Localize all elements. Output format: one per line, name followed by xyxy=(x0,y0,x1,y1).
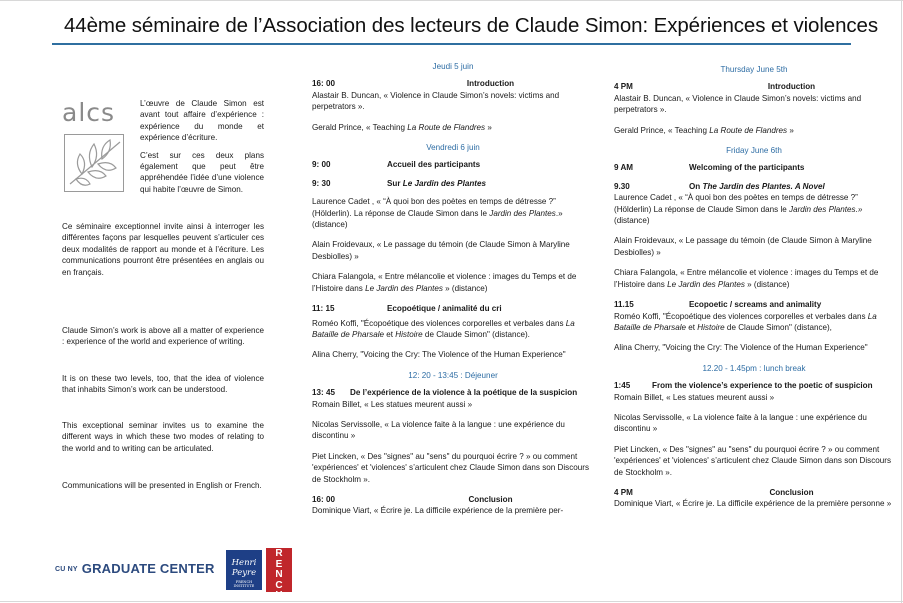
talk-entry xyxy=(312,196,594,230)
talk-text: (distance) xyxy=(614,216,650,226)
talk-entry: Alain Froidevaux, « Le passage du témoin (de Claude Simon à Maryline Desbiolles) » xyxy=(312,240,570,261)
session-heading xyxy=(614,162,894,173)
talk-entry: Dominique Viart, « Écrire je. La difficile expérience de la première per- xyxy=(312,506,564,516)
session-heading xyxy=(614,181,894,192)
logo-text: alcs xyxy=(62,98,116,127)
french-letter: R xyxy=(275,548,283,559)
talk-text: Laurence Cadet , « “À quoi bon des poètes en temps de détresse ?” (Hölderlin). La réponse de Claude Simon dans le xyxy=(312,197,556,218)
talk-title: Histoire xyxy=(395,329,423,339)
session-time: 4 PM xyxy=(614,487,633,497)
talk-entry: Romain Billet, « Les statues meurent aussi » xyxy=(614,392,775,402)
talk-text: Gerald Prince, « Teaching xyxy=(614,125,710,135)
talk-entry: Piet Lincken, « Des "signes" au "sens" du pourquoi écrire ? » ou comment 'expériences' et 'violences' s’articulent chez Claude Simon dans son Discours de Stockholm ». xyxy=(614,444,892,477)
day-heading: Friday June 6th xyxy=(726,146,782,156)
graduate-center-label: GRADUATE CENTER xyxy=(81,561,215,576)
session-heading xyxy=(312,159,594,170)
talk-entry: Nicolas Servissolle, « La violence faite à la langue : une expérience du discontinu » xyxy=(312,419,565,441)
talk-entry: Alastair B. Duncan, « Violence in Claude Simon’s novels: victims and perpetrators ». xyxy=(614,93,862,115)
talk-text: Laurence Cadet , « “À quoi bon des poètes en temps de détresse ?” (Hölderlin) La réponse de Claude Simon dans le xyxy=(614,193,858,214)
session-title: Conclusion xyxy=(468,494,513,504)
session-heading xyxy=(614,81,894,92)
session-title: From the violence’s experience to the poetic of suspicion xyxy=(652,381,873,391)
session-title-text: Sur xyxy=(387,178,403,188)
session-time: 9: 00 xyxy=(312,160,331,170)
intro-paragraph: Ce séminaire exceptionnel invite ainsi à interroger les différentes façons par lesquelles peuvent s’articuler ces deux modalités de rapport au monde et à l’écriture. Les communications pourront être présentées en anglais ou en français. xyxy=(62,222,264,277)
talk-text: Roméo Koffi, "Écopoétique des violences corporelles et verbales dans xyxy=(614,311,868,321)
intro-paragraph-en: Communications will be presented in English or French. xyxy=(62,481,262,490)
session-time: 1:45 xyxy=(614,381,631,391)
program-french xyxy=(312,61,594,526)
intro-french-block xyxy=(140,98,264,201)
session-heading xyxy=(614,487,894,498)
session-title: De l’expérience de la violence à la poétique de la suspicion xyxy=(350,388,578,398)
session-title xyxy=(689,181,894,192)
talk-title: Le Jardin des Plantes xyxy=(667,279,745,289)
talk-text: et xyxy=(384,329,396,339)
session-title: Conclusion xyxy=(769,487,814,497)
henri-line2: Peyre xyxy=(231,568,257,578)
intro-paragraph: C’est sur ces deux plans également que peut être appréhendée l’idée d’une violence qui habite l’œuvre de Simon. xyxy=(140,150,264,194)
session-time: 11: 15 xyxy=(312,304,335,314)
session-title: Accueil des participants xyxy=(387,160,481,170)
session-heading xyxy=(312,78,594,89)
talk-text: et xyxy=(686,322,698,332)
talk-entry xyxy=(614,267,894,290)
session-time: 16: 00 xyxy=(312,494,335,504)
session-title: Ecopoetic / screams and animality xyxy=(689,300,822,310)
talk-entry xyxy=(614,311,894,334)
talk-text: » (distance) xyxy=(744,279,790,289)
cuny-mark: CU NY xyxy=(55,566,78,574)
session-heading xyxy=(312,387,594,398)
title-rule xyxy=(52,43,851,45)
talk-text: » (distance) xyxy=(442,283,488,293)
program-english xyxy=(614,64,894,519)
talk-entry xyxy=(312,122,594,133)
session-title: Introduction xyxy=(767,82,816,92)
talk-text: Roméo Koffi, "Écopoétique des violences corporelles et verbales dans xyxy=(312,318,566,328)
talk-text: » xyxy=(485,122,492,132)
session-heading xyxy=(614,380,894,391)
talk-text: Gerald Prince, « Teaching xyxy=(312,122,408,132)
page-title: 44ème séminaire de l’Association des lecteurs de Claude Simon: Expériences et violences xyxy=(64,14,879,37)
talk-text: de Claude Simon" (distance), xyxy=(724,322,832,332)
session-title xyxy=(387,178,594,189)
talk-text: » xyxy=(787,125,794,135)
talk-entry: Dominique Viart, « Écrire je. La difficile expérience de la première personne » xyxy=(614,499,892,509)
page-border-top xyxy=(0,0,903,1)
talk-title: Le Jardin des Plantes xyxy=(365,283,443,293)
page-border-right xyxy=(901,0,902,603)
session-time: 16: 00 xyxy=(312,79,335,89)
talk-entry: Alina Cherry, "Voicing the Cry: The Violence of the Human Experience" xyxy=(614,343,868,353)
talk-text: Chiara Falangola, « Entre mélancolie et violence : images du Temps et de l’Histoire dans xyxy=(614,268,879,289)
page-border-bottom xyxy=(0,601,903,602)
talk-title: Jardin des Plantes xyxy=(489,208,556,218)
french-letter: F xyxy=(275,537,283,549)
talk-entry: Piet Lincken, « Des "signes" au "sens" du pourquoi écrire ? » ou comment 'expériences' et 'violences' s’articulent chez Claude Simon dans son Discours de Stockholm ». xyxy=(312,451,590,484)
session-time: 13: 45 xyxy=(312,388,335,398)
session-time: 4 PM xyxy=(614,82,633,92)
talk-entry xyxy=(312,318,594,341)
talk-title: Histoire xyxy=(697,322,725,332)
french-letter: E xyxy=(275,558,283,570)
session-title: Welcoming of the participants xyxy=(689,163,805,173)
day-heading: Vendredi 6 juin xyxy=(426,143,480,153)
session-time: 9.30 xyxy=(614,181,630,191)
talk-text: Chiara Falangola, « Entre mélancolie et violence : images du Temps et de l’Histoire dans xyxy=(312,272,577,293)
talk-entry: Alastair B. Duncan, « Violence in Claude Simon’s novels: victims and perpetrators ». xyxy=(312,90,560,112)
talk-title: La Route de Flandres xyxy=(407,122,486,132)
talk-entry: Romain Billet, « Les statues meurent aussi » xyxy=(312,399,473,409)
talk-title: La Bataille de Pharsale xyxy=(312,318,575,339)
session-title-italic: The Jardin des Plantes. A Novel xyxy=(702,181,825,191)
session-heading xyxy=(312,494,594,505)
french-letter: C xyxy=(275,579,283,591)
french-logo xyxy=(266,537,292,601)
talk-title: Jardin des Plantes.» xyxy=(789,204,863,214)
henri-small: FRENCH INSTITUTE xyxy=(233,580,255,588)
session-title-text: On xyxy=(689,181,703,191)
talk-title: La Bataille de Pharsale xyxy=(614,311,877,332)
henri-line1: Henri xyxy=(231,558,257,568)
talk-text: de Claude Simon" (distance). xyxy=(422,329,530,339)
session-heading xyxy=(614,299,894,310)
talk-entry: Nicolas Servissolle, « La violence faite à la langue : une expérience du discontinu » xyxy=(614,412,867,434)
session-heading xyxy=(312,178,594,189)
intro-paragraph-en: It is on these two levels, too, that the idea of violence that inhabits Simon’s work can be understood. xyxy=(62,374,264,395)
alcs-logo xyxy=(62,98,128,194)
lunch-break: 12.20 - 1.45pm : lunch break xyxy=(702,363,806,373)
session-time: 9 AM xyxy=(614,163,634,173)
day-heading: Jeudi 5 juin xyxy=(432,62,474,71)
sponsor-logos xyxy=(55,537,295,601)
session-title: Ecopoétique / animalité du cri xyxy=(387,304,502,314)
french-letter: N xyxy=(275,569,283,580)
session-title: Introduction xyxy=(466,79,515,89)
talk-title: La Route de Flandres xyxy=(709,125,788,135)
graduate-center-logo xyxy=(55,561,215,576)
talk-entry xyxy=(614,125,894,136)
talk-entry: Alina Cherry, "Voicing the Cry: The Violence of the Human Experience" xyxy=(312,350,566,360)
session-time: 9: 30 xyxy=(312,178,331,188)
talk-entry xyxy=(312,271,594,294)
lunch-break: 12: 20 - 13:45 : Déjeuner xyxy=(408,370,498,380)
session-title-italic: Le Jardin des Plantes xyxy=(402,178,486,188)
talk-entry xyxy=(614,192,894,226)
intro-paragraph-en: This exceptional seminar invites us to examine the different ways in which these two modes of relating to the world and to writing can be articulated. xyxy=(62,421,264,453)
talk-text: .» (distance) xyxy=(312,208,563,230)
french-letter: H xyxy=(275,590,283,601)
henri-peyre-logo xyxy=(226,550,262,590)
session-heading xyxy=(312,303,594,314)
leaves-logo-icon xyxy=(64,134,124,192)
session-time: 11.15 xyxy=(614,300,634,310)
intro-paragraph-en: Claude Simon’s work is above all a matter of experience : experience of the world and experience of writing. xyxy=(62,326,264,347)
intro-paragraph: L’œuvre de Claude Simon est avant tout affaire d’expérience : expérience du monde et expérience d’écriture. xyxy=(140,99,264,143)
talk-entry: Alain Froidevaux, « Le passage du témoin (de Claude Simon à Maryline Desbiolles) » xyxy=(614,236,872,257)
day-heading: Thursday June 5th xyxy=(720,65,788,74)
